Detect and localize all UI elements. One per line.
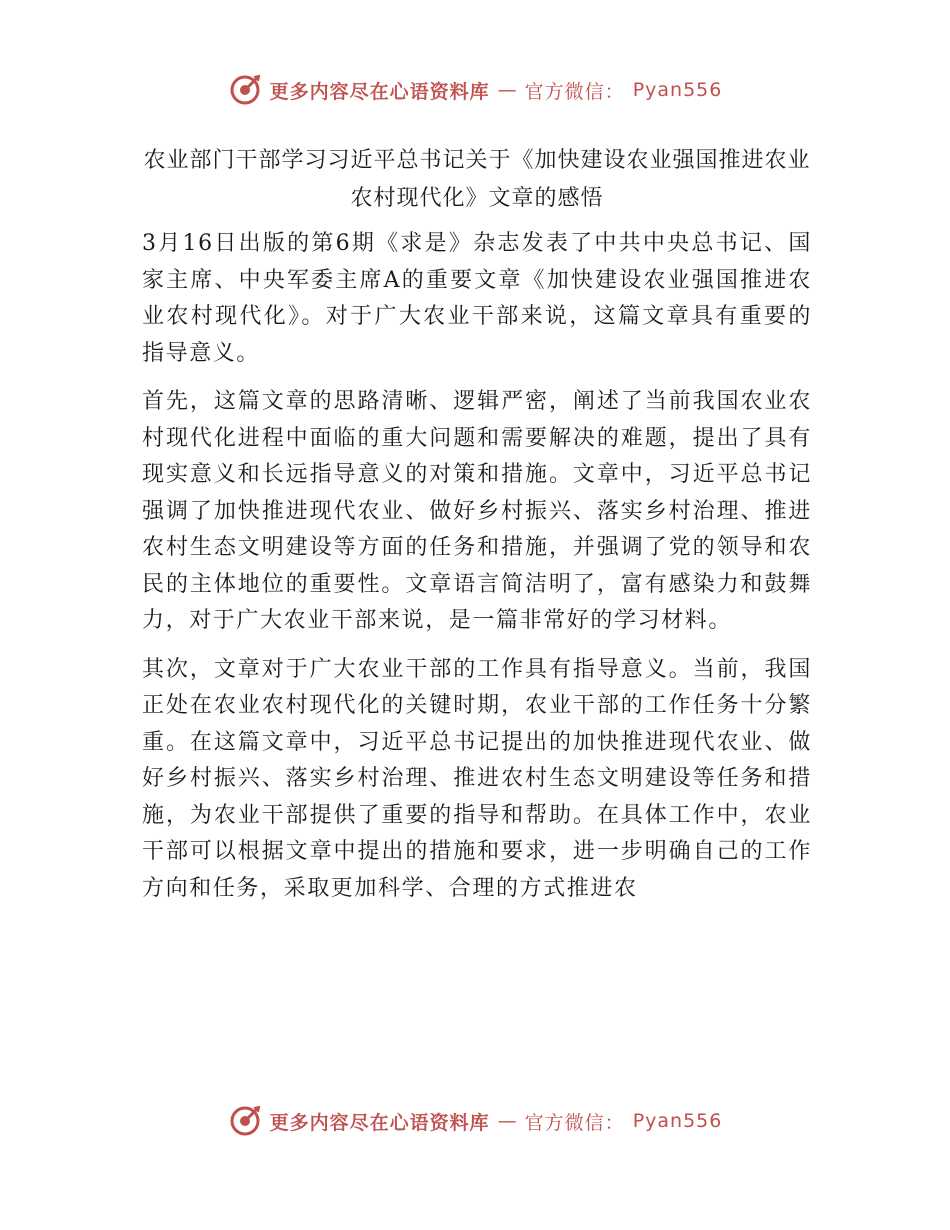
banner-wechat-id: Pyan556 bbox=[632, 1110, 723, 1132]
banner-wechat-label: 官方微信： bbox=[524, 1111, 625, 1134]
brand-logo-icon bbox=[228, 73, 262, 107]
banner-separator: — bbox=[497, 79, 517, 101]
paragraph: 其次，文章对于广大农业干部的工作具有指导意义。当前，我国正处在农业农村现代化的关键时期，农业干部的工作任务十分繁重。在这篇文章中，习近平总书记提出的加快推进现代农业、做好乡村振兴、落实乡村治理、推进农村生态文明建设等任务和措施，为农业干部提供了重要的指导和帮助。在具体工作中，农业干部可以根据文章中提出的措施和要求，进一步明确自己的工作方向和任务，采取更加科学、合理的方式推进农 bbox=[142, 656, 812, 901]
document-body bbox=[142, 142, 812, 919]
footer-banner bbox=[0, 1101, 950, 1141]
banner-brand-text: 更多内容尽在心语资料库 bbox=[269, 80, 490, 103]
banner-brand-text: 更多内容尽在心语资料库 bbox=[269, 1111, 490, 1134]
banner-wechat-id: Pyan556 bbox=[632, 79, 723, 101]
document-title: 农业部门干部学习习近平总书记关于《加快建设农业强国推进农业农村现代化》文章的感悟 bbox=[143, 148, 811, 211]
banner-separator: — bbox=[497, 1110, 517, 1132]
banner-wechat-label: 官方微信： bbox=[524, 80, 625, 103]
header-banner bbox=[0, 70, 950, 110]
paragraph: 3月16日出版的第6期《求是》杂志发表了中共中央总书记、国家主席、中央军委主席A的重要文章《加快建设农业强国推进农业农村现代化》。对于广大农业干部来说，这篇文章具有重要的指导意义。 bbox=[142, 231, 812, 366]
brand-logo-icon bbox=[228, 1104, 262, 1138]
paragraph: 首先，这篇文章的思路清晰、逻辑严密，阐述了当前我国农业农村现代化进程中面临的重大问题和需要解决的难题，提出了具有现实意义和长远指导意义的对策和措施。文章中，习近平总书记强调了加快推进现代农业、做好乡村振兴、落实乡村治理、推进农村生态文明建设等方面的任务和措施，并强调了党的领导和农民的主体地位的重要性。文章语言简洁明了，富有感染力和鼓舞力，对于广大农业干部来说，是一篇非常好的学习材料。 bbox=[142, 389, 812, 633]
